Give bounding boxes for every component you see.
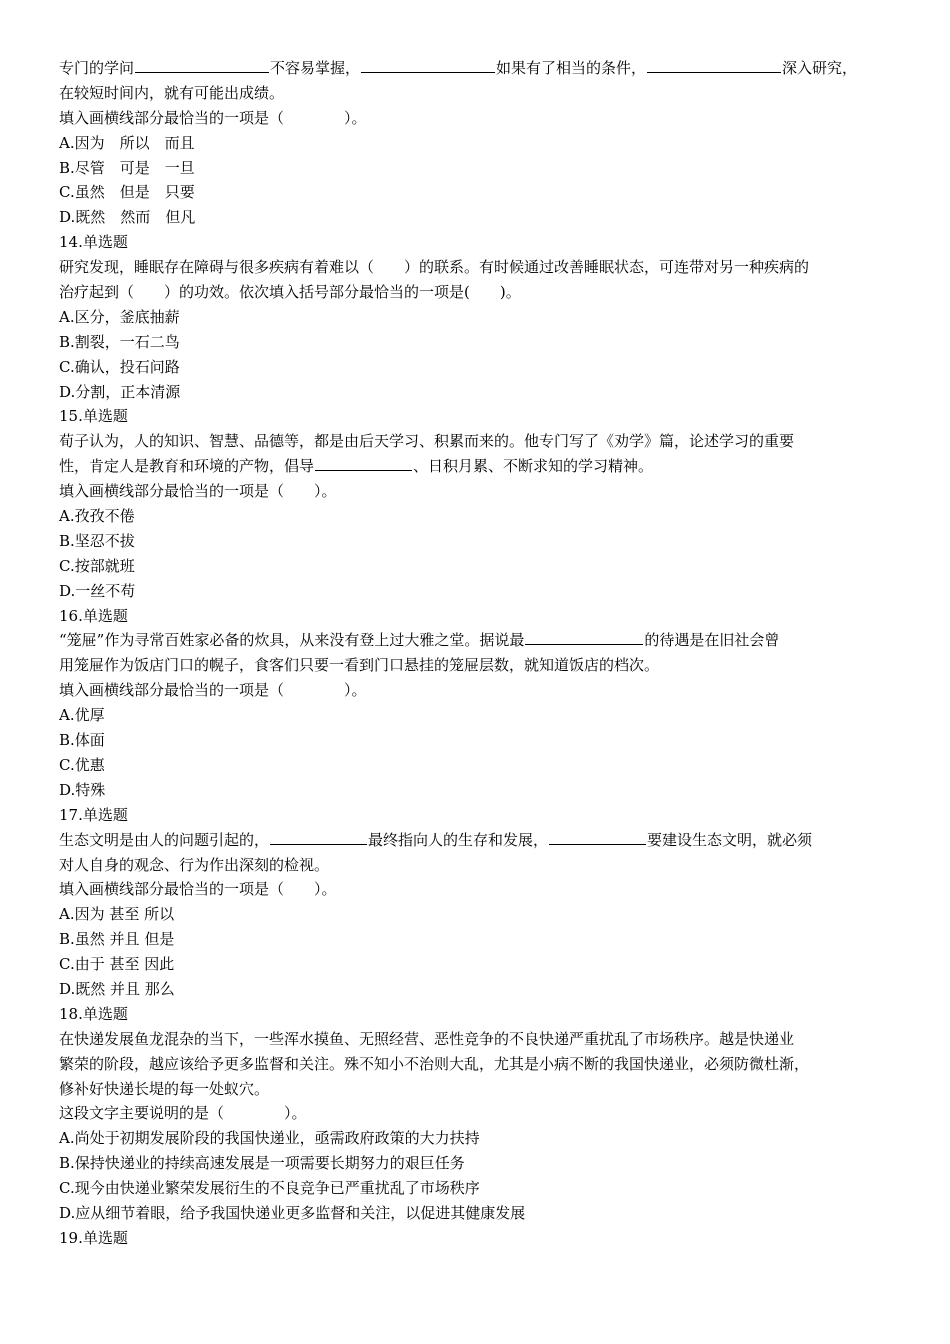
q15-option-d: D.一丝不苟 <box>59 581 136 600</box>
q14-option-c: C.确认，投石问路 <box>59 357 180 376</box>
q16-line-1 <box>59 628 891 653</box>
q13-option-d: D.既然 然而 但凡 <box>59 208 196 227</box>
q15-text-2: 、日积月累、不断求知的学习精神。 <box>413 457 654 476</box>
q14-option-d: D.分割，正本清源 <box>59 382 181 401</box>
q15-line-1: 荀子认为，人的知识、智慧、品德等，都是由后天学习、积累而来的。他专门写了《劝学》篇，论述学习的重要 <box>59 432 795 451</box>
q17-header: 17.单选题 <box>59 805 128 824</box>
q17-line-1 <box>59 828 891 853</box>
q13-line-1 <box>59 56 891 81</box>
q15-text-1: 性，肯定人是教育和环境的产物，倡导 <box>59 457 315 476</box>
q13-text-3: 如果有了相当的条件， <box>496 59 647 77</box>
q13-text-4: 深入研究， <box>782 59 858 77</box>
q18-option-d: D.应从细节着眼，给予我国快递业更多监督和关注，以促进其健康发展 <box>59 1203 526 1222</box>
q15-header: 15.单选题 <box>59 407 128 426</box>
q16-blank <box>525 629 643 645</box>
q18-prompt: 这段文字主要说明的是（ ）。 <box>59 1104 307 1123</box>
q17-blank-2 <box>549 829 646 845</box>
q14-header: 14.单选题 <box>59 233 128 252</box>
q19-header: 19.单选题 <box>59 1228 128 1247</box>
q16-line-2: 用笼屉作为饭店门口的幌子，食客们只要一看到门口悬挂的笼屉层数，就知道饭店的档次。 <box>59 656 660 675</box>
q13-prompt: 填入画横线部分最恰当的一项是（ ）。 <box>59 108 367 127</box>
q16-option-c: C.优惠 <box>59 755 105 774</box>
q13-text-2: 不容易掌握， <box>270 59 361 77</box>
q15-line-2 <box>59 454 891 479</box>
document-content <box>59 56 891 1251</box>
q13-text-1: 专门的学问 <box>59 59 135 77</box>
q15-option-a: A.孜孜不倦 <box>59 507 135 526</box>
q13-line-2: 在较短时间内，就有可能出成绩。 <box>59 83 285 102</box>
q18-option-c: C.现今由快递业繁荣发展衍生的不良竞争已严重扰乱了市场秩序 <box>59 1179 480 1198</box>
q16-header: 16.单选题 <box>59 606 128 625</box>
q13-blank-2 <box>361 57 495 73</box>
q13-option-a: A.因为 所以 而且 <box>59 133 195 152</box>
q15-option-b: B.坚忍不拔 <box>59 531 135 550</box>
q13-blank-3 <box>647 57 781 73</box>
q16-prompt: 填入画横线部分最恰当的一项是（ ）。 <box>59 681 367 700</box>
q15-prompt: 填入画横线部分最恰当的一项是（ ）。 <box>59 482 337 501</box>
q17-blank-1 <box>270 829 367 845</box>
q17-option-c: C.由于 甚至 因此 <box>59 955 175 974</box>
q13-option-c: C.虽然 但是 只要 <box>59 183 195 202</box>
q18-line-1: 在快递发展鱼龙混杂的当下，一些浑水摸鱼、无照经营、恶性竞争的不良快递严重扰乱了市场秩序。越是快递业 <box>59 1029 795 1048</box>
q17-text-1: 生态文明是由人的问题引起的， <box>59 830 270 849</box>
q16-text-1: “笼屉”作为寻常百姓家必备的炊具，从来没有登上过大雅之堂。据说最 <box>59 631 525 650</box>
q17-prompt: 填入画横线部分最恰当的一项是（ ）。 <box>59 880 337 899</box>
q18-option-b: B.保持快递业的持续高速发展是一项需要长期努力的艰巨任务 <box>59 1154 465 1173</box>
q14-line-2: 治疗起到（ ）的功效。依次填入括号部分最恰当的一项是( )。 <box>59 283 521 302</box>
q16-option-a: A.优厚 <box>59 706 105 725</box>
q15-blank <box>315 455 412 471</box>
q17-option-b: B.虽然 并且 但是 <box>59 930 175 949</box>
q16-option-d: D.特殊 <box>59 780 106 799</box>
q18-line-2: 繁荣的阶段，越应该给予更多监督和关注。殊不知小不治则大乱，尤其是小病不断的我国快递业，必须防微杜渐， <box>59 1054 810 1073</box>
q17-line-2: 对人自身的观念、行为作出深刻的检视。 <box>59 855 330 874</box>
q13-blank-1 <box>135 57 269 73</box>
q17-text-3: 要建设生态文明，就必须 <box>647 830 813 849</box>
q14-line-1: 研究发现，睡眠存在障碍与很多疾病有着难以（ ）的联系。有时候通过改善睡眠状态，可连带对另一种疾病的 <box>59 258 810 277</box>
q14-option-b: B.割裂，一石二鸟 <box>59 332 180 351</box>
q14-option-a: A.区分，釜底抽薪 <box>59 307 180 326</box>
q13-option-b: B.尽管 可是 一旦 <box>59 158 195 177</box>
q17-text-2: 最终指向人的生存和发展， <box>368 830 549 849</box>
q18-header: 18.单选题 <box>59 1004 128 1023</box>
q17-option-d: D.既然 并且 那么 <box>59 979 175 998</box>
q18-line-3: 修补好快递长堤的每一处蚁穴。 <box>59 1079 270 1098</box>
q15-option-c: C.按部就班 <box>59 556 135 575</box>
q17-option-a: A.因为 甚至 所以 <box>59 905 175 924</box>
q16-option-b: B.体面 <box>59 731 105 750</box>
q18-option-a: A.尚处于初期发展阶段的我国快递业，亟需政府政策的大力扶持 <box>59 1129 480 1148</box>
q16-text-2: 的待遇是在旧社会曾 <box>644 631 780 650</box>
